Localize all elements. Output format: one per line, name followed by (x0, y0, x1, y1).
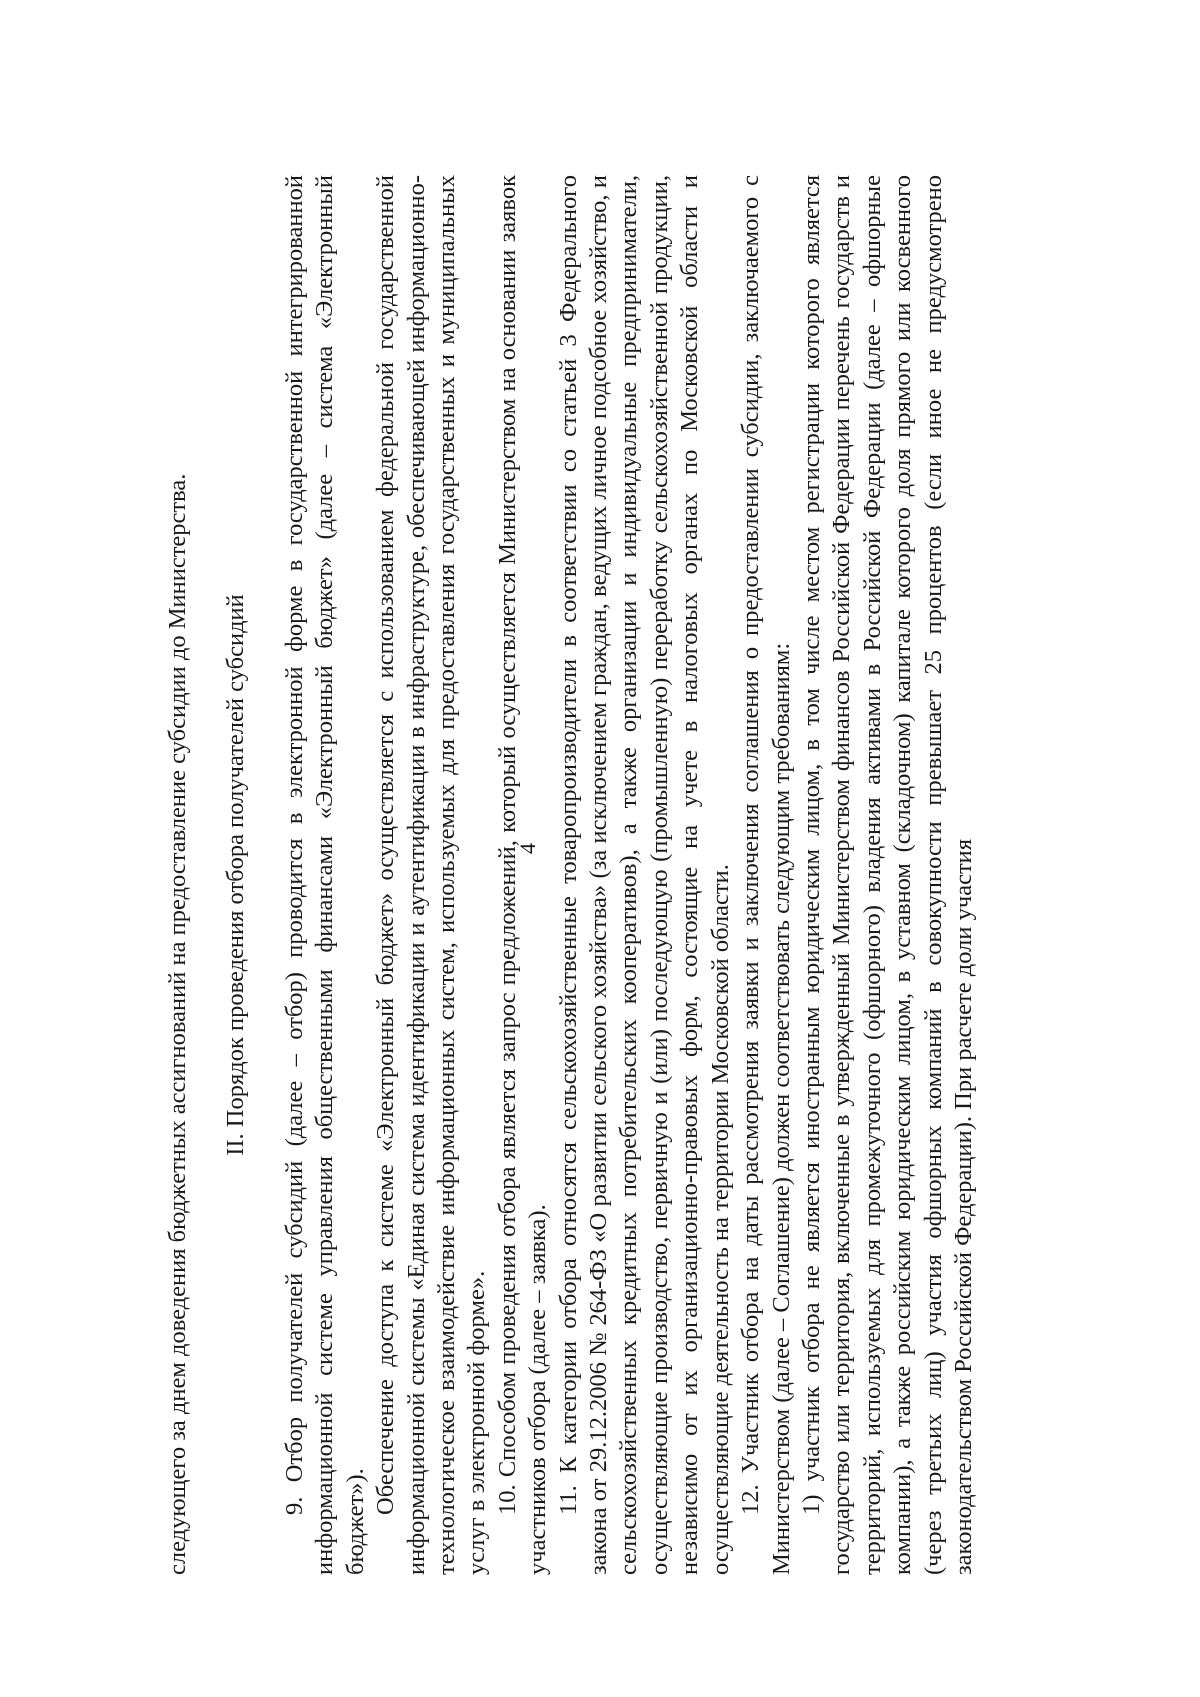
paragraph-9-cont: Обеспечение доступа к системе «Электронный бюджет» осуществляется с использованием федеральной государственной информационной системы «Единая система идентификации и аутентификации в инфраструктуре, обеспечивающей информационно-технологическое взаимодействие информационных систем, используемых для предоставления государственных и муниципальных услуг в электронной форме». (372, 175, 491, 1575)
lead-paragraph: следующего за днем доведения бюджетных ассигнований на предоставление субсидии до Министерства. (164, 473, 191, 1575)
paragraph-10: 10. Способом проведения отбора является запрос предложений, который осуществляется Министерством на основании заявок участников отбора (далее – заявка). (493, 175, 552, 1575)
paragraph-12: 12. Участник отбора на даты рассмотрения заявки и заключения соглашения о предоставлении субсидии, заключаемого с Министерством (далее – Соглашение) должен соответствовать следующим требованиям: (737, 175, 795, 1575)
paragraph-9: 9. Отбор получателей субсидий (далее – отбор) проводится в электронной форме в государственной интегрированной информационной системе управления общественными финансами «Электронный бюджет» (далее – система «Электронный бюджет»). (281, 175, 369, 1575)
lead-text (163, 175, 193, 1575)
paragraph-12-1: 1) участник отбора не является иностранным юридическим лицом, в том числе местом регистрации которого является государство или территория, включенные в утвержденный Министерством финансов Российской Федерации перечень государств и территорий, используемых для промежуточного (офшорного) владения активами в Российской Федерации (далее – офшорные компании), а также российским юридическим лицом, в уставном (складочном) капитале которого доля прямого или косвенного (через третьих лиц) участия офшорных компаний в совокупности превышает 25 процентов (если иное не предусмотрено законодательством Российской Федерации). При расчете доли участия (797, 175, 977, 1575)
section-title: II. Порядок проведения отбора получателей субсидий (222, 594, 249, 1156)
paragraph-11: 11. К категории отбора относятся сельскохозяйственные товаропроизводители в соответствии со статьей 3 Федерального закона от 29.12.2006 № 264-ФЗ «О развитии сельского хозяйства» (за исключением граждан, ведущих личное подсобное хозяйство, и сельскохозяйственных кредитных потребительских кооперативов), а также организации и индивидуальные предприниматели, осуществляющие производство, первичную и (или) последующую (промышленную) переработку сельскохозяйственной продукции, независимо от их организационно-правовых форм, состоящие на учете в налоговых органах по Московской области и осуществляющие деятельность на территории Московской области. (554, 175, 734, 1575)
page-number: 4 (515, 843, 540, 854)
body-text (280, 175, 979, 1575)
